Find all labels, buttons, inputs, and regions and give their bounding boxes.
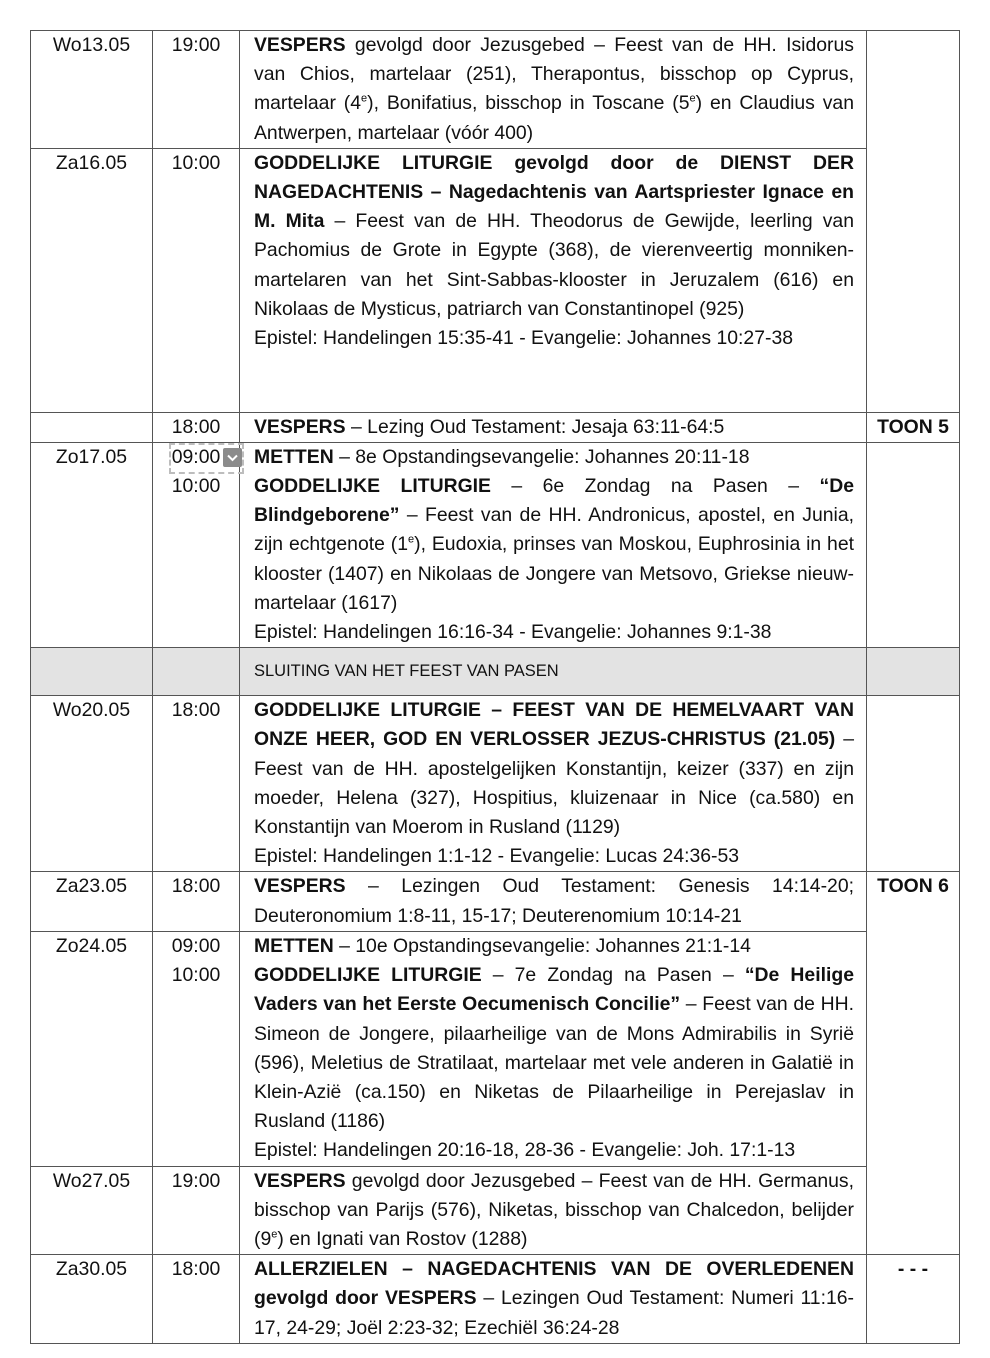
description-cell — [240, 931, 867, 1166]
time-line — [153, 236, 239, 265]
service-title: GODDELIJKE LITURGIE — [254, 964, 482, 987]
chevron-down-icon[interactable] — [223, 448, 242, 467]
service-title: VESPERS — [254, 875, 346, 898]
date-text: Wo13.05 — [52, 34, 131, 56]
time-line — [153, 31, 239, 60]
description-text: – Feest van de HH. Andronicus, apostel, en Junia, zijn echtgenote (1 — [254, 504, 854, 556]
section-separator-row — [31, 648, 960, 696]
time-line — [153, 443, 239, 472]
date-text: Wo20.05 — [52, 699, 131, 722]
schedule-row — [31, 412, 960, 442]
description-text: – Feest van de HH. apostelgelijken Konstantijn, keizer (337) en zijn moeder, Helena (327), Hospitius, kluizenaar in Nice (ca.580) en Konstantijn van Moerom in Rusland (1129) — [254, 728, 854, 839]
service-title: VESPERS — [254, 34, 346, 56]
time-cell — [153, 31, 240, 149]
tone-cell — [867, 648, 960, 696]
time-field-active[interactable] — [172, 443, 221, 472]
date-cell — [31, 1166, 153, 1255]
description-text: ), Bonifatius, bisschop in Toscane (5 — [367, 92, 690, 115]
description-text: – 10e Opstandingsevangelie: Johannes 21:1-14 — [333, 934, 751, 957]
time-line — [153, 295, 239, 324]
time-cell — [153, 442, 240, 647]
tone-label: TOON 5 — [877, 415, 949, 438]
service-title: METTEN — [254, 445, 334, 468]
date-cell — [31, 442, 153, 647]
time-cell — [153, 148, 240, 412]
date-cell — [31, 148, 153, 412]
time-line — [153, 1255, 239, 1284]
time-cell — [153, 648, 240, 696]
time-line — [153, 178, 239, 207]
time-value: 09:00 — [171, 445, 221, 468]
time-text: 19:00 — [171, 1169, 221, 1192]
section-title-text: SLUITING VAN HET FEEST VAN PASEN — [254, 662, 559, 681]
time-line — [153, 149, 239, 178]
service-title: METTEN — [254, 934, 334, 957]
description-text: – Feest van de HH. Simeon de Jongere, pilaarheilige van de Mons Admirabilis in Syrië (596), Meletius de Stratilaat, martelaar met vele anderen in Galatië in Klein-Azië (ca.150) en Niketas de Pilaarheilige in Perejaslav in Rusland (1186) — [254, 993, 854, 1133]
tone-cell — [867, 442, 960, 647]
time-cell — [153, 872, 240, 931]
section-title — [240, 648, 867, 696]
schedule-row — [31, 1255, 960, 1344]
date-text: Zo17.05 — [55, 445, 128, 468]
tone-cell — [867, 412, 960, 442]
time-line — [153, 207, 239, 236]
time-text: 09:00 — [171, 934, 221, 957]
schedule-row — [31, 872, 960, 931]
time-line — [153, 472, 239, 501]
date-text: Za23.05 — [55, 875, 128, 898]
service-title: GODDELIJKE LITURGIE — [254, 475, 491, 498]
description-cell — [240, 1166, 867, 1255]
time-text: 10:00 — [171, 475, 221, 498]
description-cell — [240, 1255, 867, 1344]
time-line — [153, 382, 239, 411]
description-text: – Lezing Oud Testament: Jesaja 63:11-64:5 — [345, 415, 725, 438]
time-cell — [153, 931, 240, 1166]
schedule-row — [31, 1166, 960, 1255]
service-title: “De Blindgeborene” — [254, 475, 854, 527]
tone-cell — [867, 31, 960, 413]
service-title: GODDELIJKE LITURGIE – FEEST VAN DE HEMELVAART VAN ONZE HEER, GOD EN VERLOSSER JEZUS-CHRISTUS (21.05) — [254, 699, 854, 751]
description-cell — [240, 31, 867, 149]
description-text: – 8e Opstandingsevangelie: Johannes 20:11-18 — [333, 445, 750, 468]
description-text: gevolgd door Jezusgebed – Feest van de HH. Isidorus van Chios, martelaar (251), Therapontus, bisschop op Cyprus, martelaar (4 — [254, 34, 854, 115]
service-title: GODDELIJKE LITURGIE gevolgd door de DIENST DER NAGEDACHTENIS – Nagedachtenis van Aartspriester Ignace en M. Mita — [254, 151, 854, 233]
date-cell — [31, 412, 153, 442]
date-text: Wo27.05 — [52, 1169, 131, 1192]
date-text: Za30.05 — [55, 1258, 128, 1281]
date-cell — [31, 872, 153, 931]
description-text: ) en Ignati van Rostov (1288) — [277, 1227, 528, 1250]
description-text: – 6e Zondag na Pasen – — [490, 475, 820, 498]
description-cell — [240, 872, 867, 931]
time-text: 18:00 — [171, 1258, 221, 1281]
time-text: 18:00 — [171, 415, 221, 438]
description-cell — [240, 148, 867, 412]
description-text: Epistel: Handelingen 1:1-12 - Evangelie: Lucas 24:36-53 — [254, 845, 740, 868]
description-text: – Feest van de HH. Theodorus de Gewijde, leerling van Pachomius de Grote in Egypte (368), de vierenveertig monniken-martelaren van het Sint-Sabbas-klooster in Jeruzalem (616) en Nikolaas de Mysticus, patriarch van Constantinopel (925) — [254, 210, 854, 320]
description-cell — [240, 442, 867, 647]
description-text: ), Eudoxia, prinses van Moskou, Euphrosinia in het klooster (1407) en Nikolaas de Jongere van Metsovo, Griekse nieuw-martelaar (1617) — [254, 533, 854, 614]
date-cell — [31, 931, 153, 1166]
service-title: “De Heilige Vaders van het Eerste Oecumenisch Concilie” — [254, 964, 854, 1016]
time-line — [153, 872, 239, 901]
date-cell — [31, 31, 153, 149]
time-text: 19:00 — [171, 34, 221, 56]
service-title: VESPERS — [254, 415, 346, 438]
date-cell — [31, 648, 153, 696]
schedule-row — [31, 696, 960, 872]
tone-label: TOON 6 — [877, 875, 949, 898]
tone-cell — [867, 696, 960, 872]
time-text: 10:00 — [171, 964, 221, 987]
schedule-row — [31, 148, 960, 412]
description-text: Epistel: Handelingen 16:16-34 - Evangelie: Johannes 9:1-38 — [254, 621, 772, 644]
time-text: 18:00 — [171, 875, 221, 898]
time-line — [153, 696, 239, 725]
description-text: Epistel: Handelingen 15:35-41 - Evangelie: Johannes 10:27-38 — [254, 327, 794, 350]
description-text: – 7e Zondag na Pasen – — [481, 964, 745, 987]
schedule-table — [30, 30, 960, 1344]
time-line — [153, 353, 239, 382]
tone-label: - - - — [897, 1258, 929, 1281]
time-line — [153, 413, 239, 442]
ordinal-suffix: e — [271, 1228, 278, 1241]
tone-cell — [867, 1255, 960, 1344]
description-text: – Lezingen Oud Testament: Genesis 14:14-20; Deuteronomium 1:8-11, 15-17; Deuterenomium 10:14-21 — [254, 875, 854, 927]
time-cell — [153, 696, 240, 872]
description-text: – Lezingen Oud Testament: Numeri 11:16-17, 24-29; Joël 2:23-32; Ezechiël 36:24-28 — [254, 1287, 854, 1339]
time-line — [153, 1167, 239, 1196]
time-cell — [153, 412, 240, 442]
time-text: 10:00 — [171, 151, 221, 174]
service-title: ALLERZIELEN – NAGEDACHTENIS VAN DE OVERLEDENEN gevolgd door VESPERS — [254, 1258, 854, 1310]
schedule-row — [31, 442, 960, 647]
time-cell — [153, 1166, 240, 1255]
time-cell — [153, 1255, 240, 1344]
ordinal-suffix: e — [361, 92, 368, 105]
date-text: Za16.05 — [55, 151, 128, 174]
service-title: VESPERS — [254, 1169, 346, 1192]
time-line — [153, 932, 239, 961]
schedule-row — [31, 31, 960, 149]
time-line — [153, 961, 239, 990]
description-text: Epistel: Handelingen 20:16-18, 28-36 - Evangelie: Joh. 17:1-13 — [254, 1139, 796, 1162]
description-cell — [240, 696, 867, 872]
date-cell — [31, 696, 153, 872]
tone-cell — [867, 872, 960, 1255]
time-text: 18:00 — [171, 699, 221, 722]
description-text: gevolgd door Jezusgebed – Feest van de HH. Germanus, bisschop van Parijs (576), Niketas, bisschop van Chalcedon, belijder (9 — [254, 1169, 854, 1250]
time-line — [153, 324, 239, 353]
time-line — [153, 266, 239, 295]
ordinal-suffix: e — [408, 533, 415, 546]
description-cell — [240, 412, 867, 442]
schedule-row — [31, 931, 960, 1166]
description-text: ) en Claudius van Antwerpen, martelaar (vóór 400) — [254, 92, 854, 144]
date-text: Zo24.05 — [55, 934, 128, 957]
date-cell — [31, 1255, 153, 1344]
ordinal-suffix: e — [689, 92, 696, 105]
